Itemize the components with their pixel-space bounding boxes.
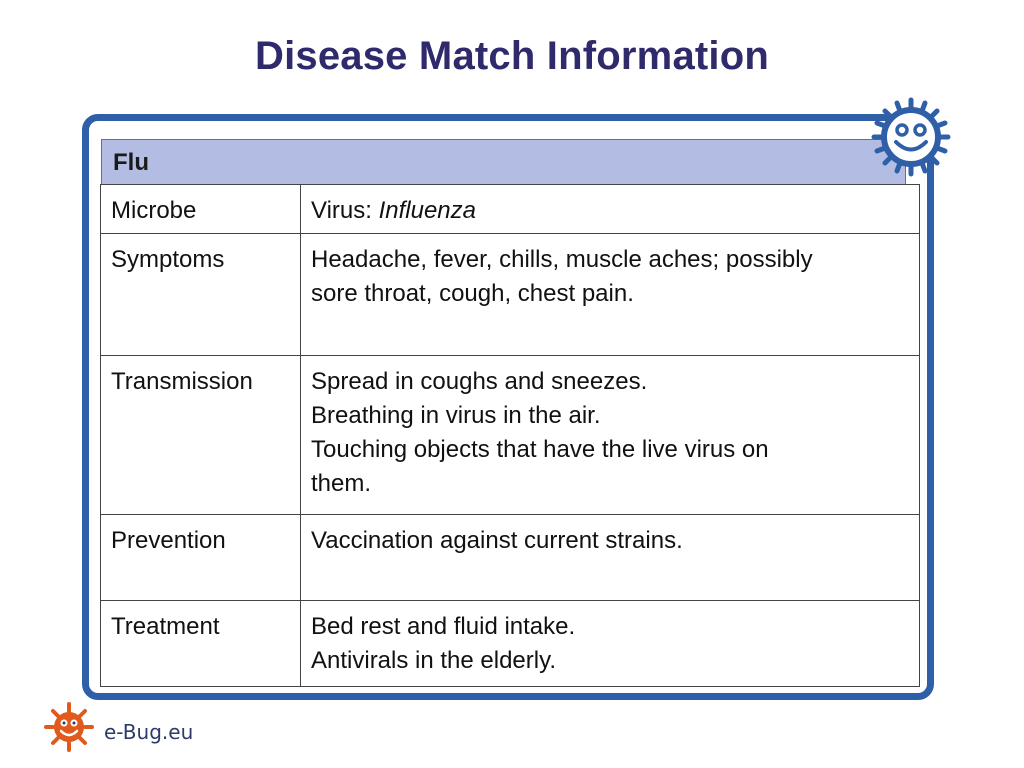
ebug-mascot-icon <box>870 96 952 178</box>
ebug-microbe-icon <box>44 702 94 752</box>
disease-info-table <box>100 184 920 687</box>
value-line: Vaccination against current strains. <box>311 527 683 554</box>
value-line: Antivirals in the elderly. <box>311 647 556 674</box>
table-row-symptoms <box>101 234 920 356</box>
row-value <box>301 601 920 687</box>
table-row-microbe <box>101 185 920 234</box>
value-line: sore throat, cough, chest pain. <box>311 280 634 307</box>
table-row-treatment <box>101 601 920 687</box>
row-value <box>301 185 920 234</box>
table-row-prevention <box>101 515 920 601</box>
row-value <box>301 356 920 515</box>
row-label: Treatment <box>101 601 301 687</box>
microbe-type: Virus: <box>311 197 379 224</box>
table-row-transmission <box>101 356 920 515</box>
row-label: Transmission <box>101 356 301 515</box>
row-label: Symptoms <box>101 234 301 356</box>
row-value <box>301 234 920 356</box>
row-label: Microbe <box>101 185 301 234</box>
disease-header <box>101 139 906 185</box>
value-line: Bed rest and fluid intake. <box>311 613 576 640</box>
page-title: Disease Match Information <box>254 34 769 78</box>
value-line: them. <box>311 470 372 497</box>
value-line: Touching objects that have the live virus on <box>311 436 769 463</box>
disease-name: Flu <box>113 149 149 176</box>
value-line: Spread in coughs and sneezes. <box>311 368 648 395</box>
value-line: Headache, fever, chills, muscle aches; possibly <box>311 246 813 273</box>
value-line: Breathing in virus in the air. <box>311 402 601 429</box>
row-label: Prevention <box>101 515 301 601</box>
row-value <box>301 515 920 601</box>
brand-footer-text: e-Bug.eu <box>104 720 194 744</box>
microbe-species: Influenza <box>378 197 476 224</box>
